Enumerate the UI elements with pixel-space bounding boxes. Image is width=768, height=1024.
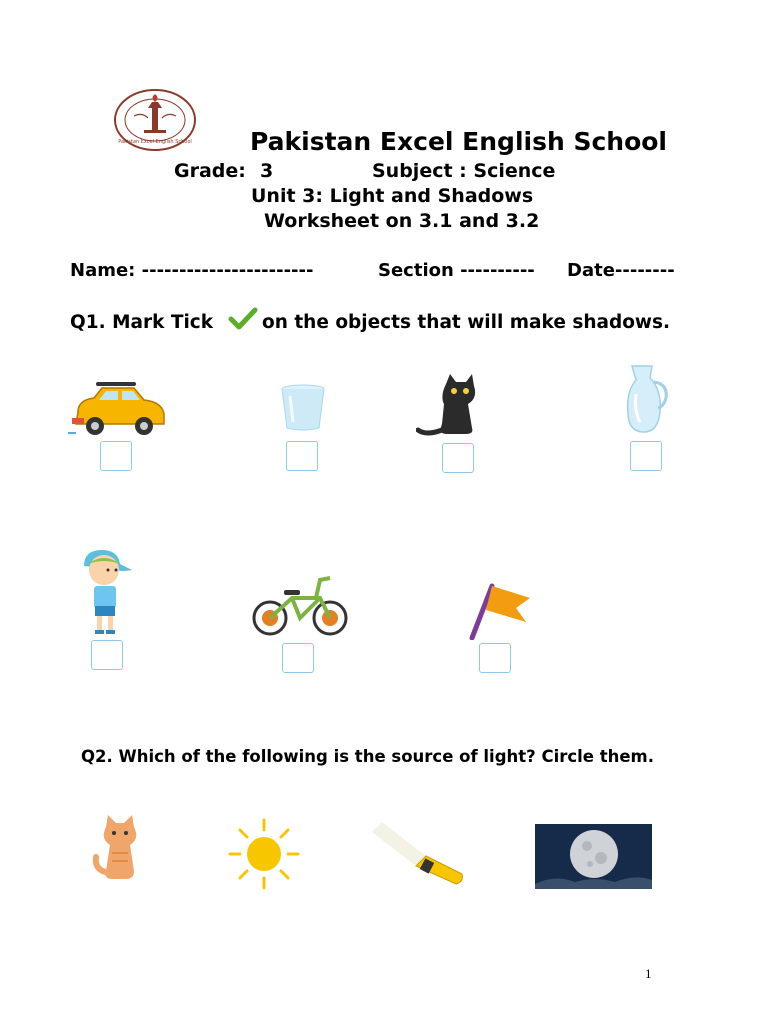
grade-label: Grade: [174, 160, 246, 182]
q1-prefix: Q1. Mark Tick [70, 312, 214, 333]
cartoon-cat-image [90, 813, 146, 881]
q1-suffix: on the objects that will make shadows. [262, 312, 671, 333]
section-field[interactable]: Section ---------- [378, 260, 535, 281]
car-image [68, 380, 168, 438]
school-name: Pakistan Excel English School [250, 127, 668, 156]
sun-image [228, 818, 300, 890]
checkbox-bicycle[interactable] [282, 643, 314, 673]
logo-text: Pakistan Excel English School [118, 139, 192, 145]
checkbox-car[interactable] [100, 441, 132, 471]
q2-question: Q2. Which of the following is the source of light? Circle them. [81, 747, 655, 766]
flag-image [468, 580, 532, 640]
glass-image [280, 384, 326, 432]
date-field[interactable]: Date-------- [567, 260, 675, 281]
jug-image [622, 364, 670, 436]
checkbox-jug[interactable] [630, 441, 662, 471]
subject-label: Subject : Science [372, 160, 556, 182]
checkbox-flag[interactable] [479, 643, 511, 673]
name-field[interactable]: Name: ----------------------- [70, 260, 314, 281]
checkbox-boy[interactable] [91, 640, 123, 670]
grade-value: 3 [260, 160, 274, 182]
page-number: 1 [645, 966, 652, 981]
worksheet-title: Worksheet on 3.1 and 3.2 [264, 210, 540, 232]
cat-image [416, 374, 492, 438]
check-icon [228, 306, 258, 332]
torch-image [370, 822, 466, 888]
school-logo [112, 88, 198, 152]
checkbox-cat[interactable] [442, 443, 474, 473]
checkbox-glass[interactable] [286, 441, 318, 471]
moon-image [535, 824, 652, 889]
bicycle-image [250, 574, 350, 638]
unit-title: Unit 3: Light and Shadows [251, 185, 534, 207]
boy-image [78, 548, 134, 638]
